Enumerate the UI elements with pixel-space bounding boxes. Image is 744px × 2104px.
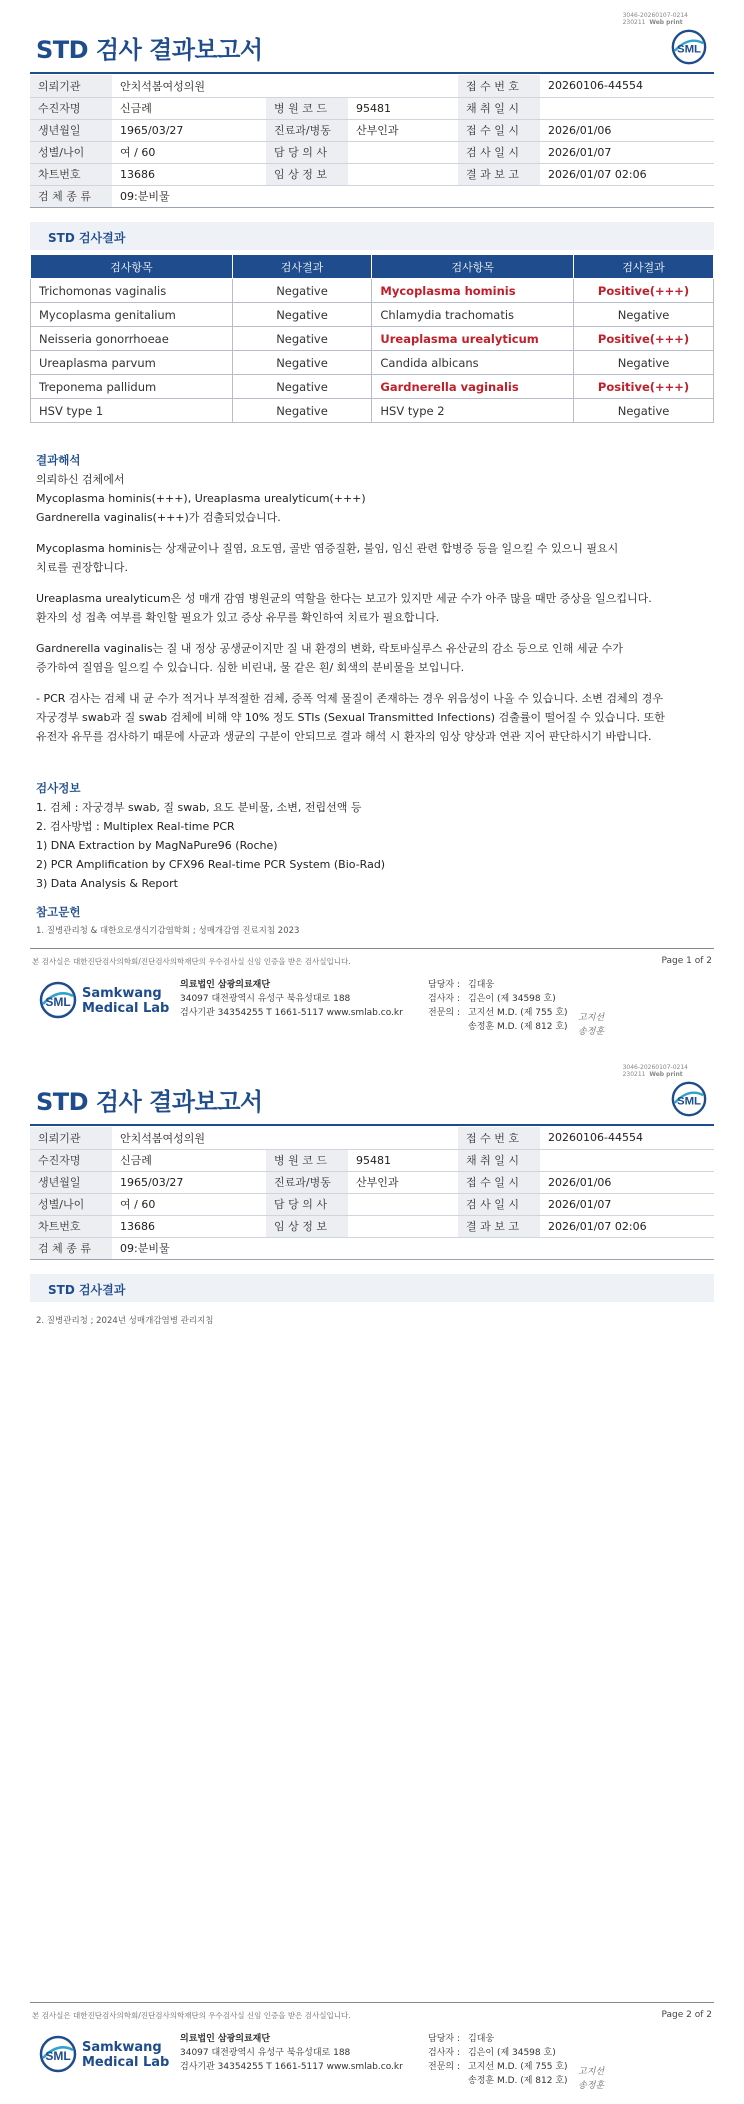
institution-label: 의뢰기관 xyxy=(30,75,112,97)
test-result: Negative xyxy=(574,351,714,375)
receipt-date-value: 2026/01/06 xyxy=(540,119,714,141)
specimen-value: 09:분비물 xyxy=(112,185,714,207)
test-info-line: 2) PCR Amplification by CFX96 Real-time PCR System (Bio-Rad) xyxy=(36,858,386,871)
lab-address: 34097 대전광역시 유성구 북유성대로 188 xyxy=(180,2048,351,2058)
dept-label: 진료과/병동 xyxy=(266,119,348,141)
results-section-title: STD 검사결과 xyxy=(48,1283,126,1297)
receipt-date-label: 접 수 일 시 xyxy=(458,1171,540,1193)
test-item: Neisseria gonorrhoeae xyxy=(31,327,233,351)
examinee-value: 신금례 xyxy=(112,97,266,119)
table-row xyxy=(31,375,714,399)
test-item-positive: Mycoplasma hominis xyxy=(372,279,574,303)
test-result: Negative xyxy=(232,327,372,351)
lab-info xyxy=(180,2032,403,2074)
table-row xyxy=(31,351,714,375)
clinical-value xyxy=(348,1215,458,1237)
interpretation-line: Mycoplasma hominis(+++), Ureaplasma urealyticum(+++) xyxy=(36,492,366,505)
specialist-value: 고지선 M.D. (제 755 호) xyxy=(468,2062,568,2072)
patient-info-table xyxy=(30,75,714,208)
collect-date-label: 채 취 일 시 xyxy=(458,1149,540,1171)
specimen-value: 09:분비물 xyxy=(112,1237,714,1259)
examinee-label: 수진자명 xyxy=(30,1149,112,1171)
pcr-note-line: - PCR 검사는 검체 내 균 수가 적거나 부적절한 검체, 증폭 억제 물질이 존재하는 경우 위음성이 나올 수 있습니다. 소변 검체의 경우 xyxy=(36,692,664,705)
interpretation-line: Mycoplasma hominis는 상재균이나 질염, 요도염, 골반 염증질환, 불임, 임신 관련 합병증 등을 일으킬 수 있으니 필요시 xyxy=(36,542,619,555)
clinical-value xyxy=(348,163,458,185)
test-item: Chlamydia trachomatis xyxy=(372,303,574,327)
brand-line: Samkwang xyxy=(82,986,162,1001)
signature-1: 고지선 xyxy=(578,2067,605,2077)
lab-name: 의료법인 삼광의료재단 xyxy=(180,2034,271,2044)
test-info-title: 검사정보 xyxy=(36,781,81,795)
interpretation-line: 환자의 성 접촉 여부를 확인할 필요가 있고 증상 유무를 확인하여 치료가 필요합니다. xyxy=(36,611,440,624)
test-info-line: 3) Data Analysis & Report xyxy=(36,877,178,890)
specialist-label: 전문의 : xyxy=(428,1008,460,1018)
test-item-positive: Ureaplasma urealyticum xyxy=(372,327,574,351)
page-number: Page 2 of 2 xyxy=(661,2010,712,2020)
references-title: 참고문헌 xyxy=(36,905,81,919)
institution-value: 안치석봄여성의원 xyxy=(112,75,458,97)
page-number: Page 1 of 2 xyxy=(661,956,712,966)
dept-value: 산부인과 xyxy=(348,1171,458,1193)
col-header-result-1: 검사결과 xyxy=(232,255,372,279)
table-row xyxy=(31,279,714,303)
collect-date-label: 채 취 일 시 xyxy=(458,97,540,119)
specialist-value: 송정훈 M.D. (제 812 호) xyxy=(468,1022,568,1032)
sml-logo-text: SML xyxy=(676,1095,702,1108)
interpretation-text xyxy=(36,470,712,746)
certification-note: 본 검사실은 대한진단검사의학회/진단검사의학재단의 우수검사실 신임 인증을 받은 검사실입니다. xyxy=(32,957,351,966)
col-header-item-2: 검사항목 xyxy=(372,255,574,279)
doc-id-line2: 230211 xyxy=(622,19,646,26)
web-print-label: Web print xyxy=(649,19,683,26)
col-header-result-2: 검사결과 xyxy=(574,255,714,279)
signature-2: 송정훈 xyxy=(578,2081,605,2091)
report-date-label: 결 과 보 고 xyxy=(458,163,540,185)
manager-label: 담당자 : xyxy=(428,980,460,990)
results-section-header xyxy=(30,222,714,250)
sml-logo-text: SML xyxy=(45,2049,71,2063)
pcr-note-line: 유전자 유무를 검사하기 때문에 사균과 생균의 구분이 안되므로 결과 해석 시 환자의 임상 양상과 연관 지어 판단하시기 바랍니다. xyxy=(36,730,652,743)
pcr-note-line: 자궁경부 swab과 질 swab 검체에 비해 약 10% 정도 STIs (Sexual Transmitted Infections) 검출률이 떨어질 수 있습니다. 또한 xyxy=(36,711,665,724)
certification-note: 본 검사실은 대한진단검사의학회/진단검사의학재단의 우수검사실 신임 인증을 받은 검사실입니다. xyxy=(32,2011,351,2020)
lab-contact: 검사기관 34354255 T 1661-5117 www.smlab.co.kr xyxy=(180,2062,403,2072)
doc-id-line: 3046-20260107-0214 xyxy=(622,1064,688,1071)
interpretation-title: 결과해석 xyxy=(36,453,81,467)
dept-value: 산부인과 xyxy=(348,119,458,141)
report-date-value: 2026/01/07 02:06 xyxy=(540,163,714,185)
brand-line: Samkwang xyxy=(82,2040,162,2055)
institution-value: 안치석봄여성의원 xyxy=(112,1127,458,1149)
test-item: Candida albicans xyxy=(372,351,574,375)
test-date-label: 검 사 일 시 xyxy=(458,1193,540,1215)
test-result: Negative xyxy=(232,303,372,327)
hospital-code-value: 95481 xyxy=(348,1149,458,1171)
specialist-value: 고지선 M.D. (제 755 호) xyxy=(468,1008,568,1018)
report-page-2 xyxy=(0,1052,744,2104)
clinical-label: 임 상 정 보 xyxy=(266,163,348,185)
document-id-label xyxy=(623,12,688,26)
interpretation-line: Gardnerella vaginalis는 질 내 정상 공생균이지만 질 내 환경의 변화, 락토바실루스 유산균의 감소 등으로 인해 세균 수가 xyxy=(36,642,623,655)
specialist-value: 송정훈 M.D. (제 812 호) xyxy=(468,2076,568,2086)
footer-rule xyxy=(30,2002,714,2003)
lab-address: 34097 대전광역시 유성구 북유성대로 188 xyxy=(180,994,351,1004)
dept-label: 진료과/병동 xyxy=(266,1171,348,1193)
hospital-code-label: 병 원 코 드 xyxy=(266,1149,348,1171)
sml-logo xyxy=(38,2034,78,2074)
table-row xyxy=(31,303,714,327)
chart-label: 차트번호 xyxy=(30,163,112,185)
lab-info xyxy=(180,978,403,1020)
interpretation-line: Gardnerella vaginalis(+++)가 검출되었습니다. xyxy=(36,511,281,524)
test-date-value: 2026/01/07 xyxy=(540,1193,714,1215)
interpretation-line: 증가하여 질염을 일으킬 수 있습니다. 심한 비린내, 물 같은 흰/ 회색의 분비물을 보입니다. xyxy=(36,661,465,674)
reference-item: 1. 질병관리청 & 대한요로생식기감염학회 ; 성매개감염 진료지침 2023 xyxy=(36,926,300,936)
chart-label: 차트번호 xyxy=(30,1215,112,1237)
receipt-no-label: 접 수 번 호 xyxy=(458,75,540,97)
interpretation-line: 의뢰하신 검체에서 xyxy=(36,473,125,486)
results-section-title: STD 검사결과 xyxy=(48,231,126,245)
specimen-label: 검 체 종 류 xyxy=(30,185,112,207)
test-item: Trichomonas vaginalis xyxy=(31,279,233,303)
doctor-value xyxy=(348,1193,458,1215)
chart-value: 13686 xyxy=(112,1215,266,1237)
examinee-label: 수진자명 xyxy=(30,97,112,119)
specimen-label: 검 체 종 류 xyxy=(30,1237,112,1259)
doc-id-line: 3046-20260107-0214 xyxy=(622,12,688,19)
hospital-code-label: 병 원 코 드 xyxy=(266,97,348,119)
tester-value: 김은이 (제 34598 호) xyxy=(468,994,556,1004)
doctor-label: 담 당 의 사 xyxy=(266,141,348,163)
doc-id-line2: 230211 xyxy=(622,1071,646,1078)
doctor-label: 담 당 의 사 xyxy=(266,1193,348,1215)
brand-name xyxy=(82,2040,169,2070)
manager-label: 담당자 : xyxy=(428,2034,460,2044)
chart-value: 13686 xyxy=(112,163,266,185)
test-item: Ureaplasma parvum xyxy=(31,351,233,375)
sml-logo xyxy=(38,980,78,1020)
collect-date-value xyxy=(540,1149,714,1171)
birth-label: 생년월일 xyxy=(30,119,112,141)
test-info-line: 2. 검사방법 : Multiplex Real-time PCR xyxy=(36,820,235,833)
page-title: STD 검사 결과보고서 xyxy=(36,36,263,64)
manager-value: 김대웅 xyxy=(468,2034,495,2044)
test-result-positive: Positive(+++) xyxy=(574,279,714,303)
test-date-label: 검 사 일 시 xyxy=(458,141,540,163)
test-info-text xyxy=(36,798,712,893)
receipt-date-label: 접 수 일 시 xyxy=(458,119,540,141)
brand-line: Medical Lab xyxy=(82,1001,170,1016)
signature-2: 송정훈 xyxy=(578,1027,605,1037)
institution-label: 의뢰기관 xyxy=(30,1127,112,1149)
receipt-no-value: 20260106-44554 xyxy=(540,75,714,97)
clinical-label: 임 상 정 보 xyxy=(266,1215,348,1237)
web-print-label: Web print xyxy=(649,1071,683,1078)
patient-info-table xyxy=(30,1127,714,1260)
sex-age-value: 여 / 60 xyxy=(112,141,266,163)
brand-name xyxy=(82,986,169,1016)
sex-age-value: 여 / 60 xyxy=(112,1193,266,1215)
birth-value: 1965/03/27 xyxy=(112,1171,266,1193)
test-result: Negative xyxy=(574,303,714,327)
footer-rule xyxy=(30,948,714,949)
sex-age-label: 성별/나이 xyxy=(30,141,112,163)
test-info-line: 1. 검체 : 자궁경부 swab, 질 swab, 요도 분비물, 소변, 전립선액 등 xyxy=(36,801,362,814)
test-result-positive: Positive(+++) xyxy=(574,375,714,399)
lab-contact: 검사기관 34354255 T 1661-5117 www.smlab.co.kr xyxy=(180,1008,403,1018)
title-rule xyxy=(30,72,714,74)
tester-label: 검사자 : xyxy=(428,994,460,1004)
title-rule xyxy=(30,1124,714,1126)
test-result-positive: Positive(+++) xyxy=(574,327,714,351)
table-row xyxy=(31,327,714,351)
interpretation-line: 치료를 권장합니다. xyxy=(36,561,129,574)
specialist-label: 전문의 : xyxy=(428,2062,460,2072)
sml-logo xyxy=(670,1080,708,1118)
test-item: HSV type 2 xyxy=(372,399,574,423)
doctor-value xyxy=(348,141,458,163)
birth-value: 1965/03/27 xyxy=(112,119,266,141)
manager-value: 김대웅 xyxy=(468,980,495,990)
hospital-code-value: 95481 xyxy=(348,97,458,119)
document-id-label xyxy=(623,1064,688,1078)
test-item: Mycoplasma genitalium xyxy=(31,303,233,327)
test-result: Negative xyxy=(232,351,372,375)
test-item: Treponema pallidum xyxy=(31,375,233,399)
test-item: HSV type 1 xyxy=(31,399,233,423)
results-section-header xyxy=(30,1274,714,1302)
receipt-date-value: 2026/01/06 xyxy=(540,1171,714,1193)
col-header-item-1: 검사항목 xyxy=(31,255,233,279)
test-item-positive: Gardnerella vaginalis xyxy=(372,375,574,399)
signature-1: 고지선 xyxy=(578,1013,605,1023)
lab-name: 의료법인 삼광의료재단 xyxy=(180,980,271,990)
receipt-no-value: 20260106-44554 xyxy=(540,1127,714,1149)
results-table xyxy=(30,254,714,423)
page-title: STD 검사 결과보고서 xyxy=(36,1088,263,1116)
collect-date-value xyxy=(540,97,714,119)
table-row xyxy=(31,399,714,423)
examinee-value: 신금례 xyxy=(112,1149,266,1171)
test-date-value: 2026/01/07 xyxy=(540,141,714,163)
report-date-value: 2026/01/07 02:06 xyxy=(540,1215,714,1237)
receipt-no-label: 접 수 번 호 xyxy=(458,1127,540,1149)
sex-age-label: 성별/나이 xyxy=(30,1193,112,1215)
sml-logo-text: SML xyxy=(45,995,71,1009)
sml-logo-text: SML xyxy=(676,43,702,56)
test-result: Negative xyxy=(574,399,714,423)
tester-value: 김은이 (제 34598 호) xyxy=(468,2048,556,2058)
brand-line: Medical Lab xyxy=(82,2055,170,2070)
test-result: Negative xyxy=(232,399,372,423)
reference-item: 2. 질병관리청 ; 2024년 성매개감염병 관리지침 xyxy=(36,1316,214,1326)
sml-logo xyxy=(670,28,708,66)
test-result: Negative xyxy=(232,279,372,303)
report-date-label: 결 과 보 고 xyxy=(458,1215,540,1237)
interpretation-line: Ureaplasma urealyticum은 성 매개 감염 병원균의 역할을 한다는 보고가 있지만 세균 수가 아주 많을 때만 증상을 일으킵니다. xyxy=(36,592,652,605)
test-info-line: 1) DNA Extraction by MagNaPure96 (Roche) xyxy=(36,839,278,852)
tester-label: 검사자 : xyxy=(428,2048,460,2058)
test-result: Negative xyxy=(232,375,372,399)
birth-label: 생년월일 xyxy=(30,1171,112,1193)
